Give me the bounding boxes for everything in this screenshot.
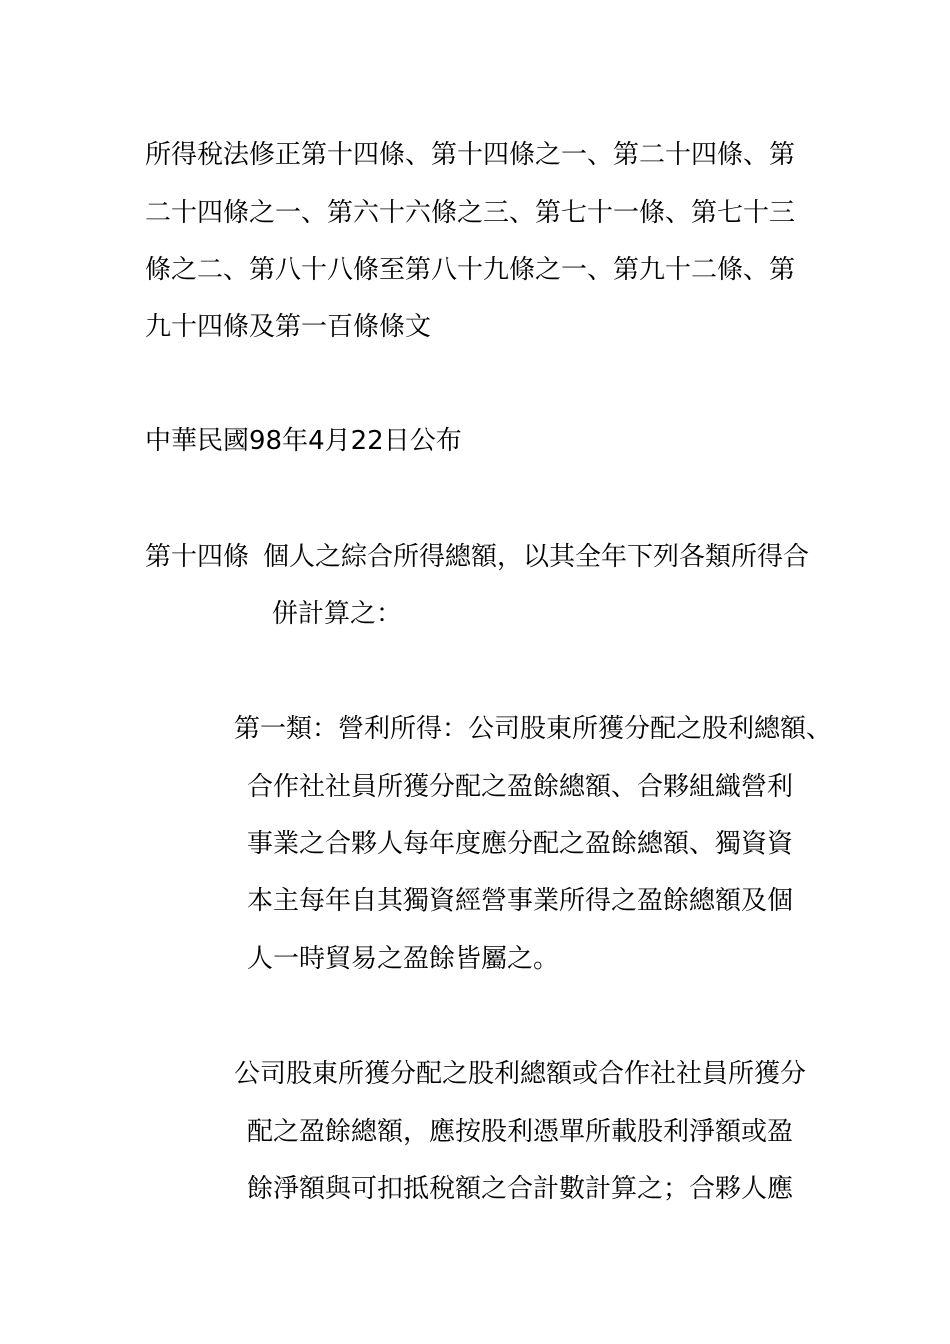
title-line-4: 九十四條及第一百條條文 [145,312,432,342]
promulgation-date: 中華民國98年4月22日公布 [145,426,462,456]
title-line-3: 條之二、第八十八條至第八十九條之一、第九十二條、第 [145,255,796,285]
article-text-line-2: 併計算之： [272,599,403,629]
category-1-line-5: 人一時貿易之盈餘皆屬之。 [247,944,560,974]
dividend-line-3: 餘淨額與可扣抵稅額之合計數計算之；合夥人應 [247,1174,794,1204]
article-text-line-1: 個人之綜合所得總額，以其全年下列各類所得合 [263,542,810,572]
article-number: 第十四條 [145,542,250,572]
title-line-2: 二十四條之一、第六十六條之三、第七十一條、第七十三 [145,198,796,228]
title-line-1: 所得稅法修正第十四條、第十四條之一、第二十四條、第 [145,140,796,170]
category-1-line-1: 第一類：營利所得：公司股東所獲分配之股利總額、 [234,714,833,744]
dividend-line-2: 配之盈餘總額，應按股利憑單所載股利淨額或盈 [247,1117,794,1147]
category-1-line-3: 事業之合夥人每年度應分配之盈餘總額、獨資資 [247,829,794,859]
category-1-line-4: 本主每年自其獨資經營事業所得之盈餘總額及個 [247,886,794,916]
category-1-line-2: 合作社社員所獲分配之盈餘總額、合夥組織營利 [247,772,794,802]
dividend-line-1: 公司股東所獲分配之股利總額或合作社社員所獲分 [234,1059,807,1089]
